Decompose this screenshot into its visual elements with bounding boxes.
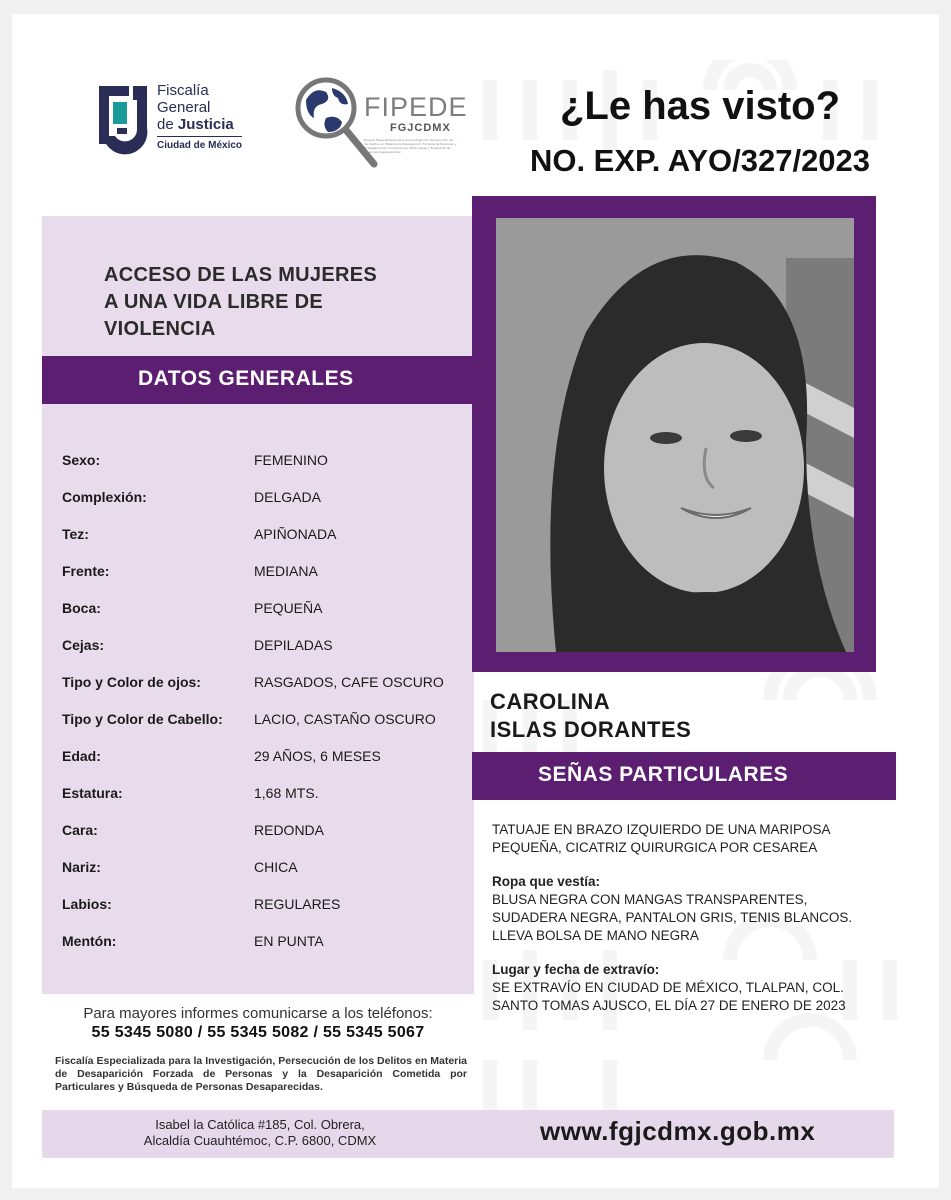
field-row: [62, 748, 462, 778]
field-label: Boca:: [62, 600, 101, 616]
contact-block: [42, 1005, 474, 1042]
field-value: EN PUNTA: [254, 933, 324, 949]
datos-generales-title: DATOS GENERALES: [138, 367, 354, 390]
field-row: [62, 822, 462, 852]
campaign-text: [104, 262, 464, 343]
senas-block: [492, 821, 882, 1015]
field-value: FEMENINO: [254, 452, 328, 468]
field-row: [62, 859, 462, 889]
address-line1: Isabel la Católica #185, Col. Obrera,: [155, 1117, 365, 1132]
fgj-logo-justicia: Justicia: [177, 116, 234, 133]
person-last-names: ISLAS DORANTES: [490, 717, 692, 742]
field-value: DEPILADAS: [254, 637, 333, 653]
fgj-emblem-icon: [95, 82, 151, 158]
fgj-logo-cdmx: Ciudad de México: [157, 136, 242, 153]
field-value: MEDIANA: [254, 563, 318, 579]
fipede-name: FIPEDE: [364, 92, 468, 122]
field-value: RASGADOS, CAFE OSCURO: [254, 674, 444, 690]
website-link[interactable]: www.fgjcdmx.gob.mx: [540, 1116, 816, 1146]
fipede-sub: FGJCDMX: [390, 122, 451, 134]
field-row: [62, 526, 462, 556]
field-row: [62, 489, 462, 519]
field-row: [62, 711, 462, 741]
field-row: [62, 563, 462, 593]
expediente-number: NO. EXP. AYO/327/2023: [529, 143, 871, 178]
fgj-logo-line1: Fiscalía: [157, 82, 209, 99]
field-label: Frente:: [62, 563, 110, 579]
field-label: Tipo y Color de ojos:: [62, 674, 201, 690]
field-label: Edad:: [62, 748, 101, 764]
field-row: [62, 600, 462, 630]
field-row: [62, 674, 462, 704]
senas-particulares-title: SEÑAS PARTICULARES: [538, 763, 789, 786]
ropa-text: BLUSA NEGRA CON MANGAS TRANSPARENTES, SUDADERA NEGRA, PANTALON GRIS, TENIS BLANCOS. LLEVA BOLSA DE MANO NEGRA: [492, 892, 853, 943]
field-label: Tez:: [62, 526, 89, 542]
field-row: [62, 933, 462, 963]
address-line2: Alcaldía Cuauhtémoc, C.P. 6800, CDMX: [143, 1133, 377, 1148]
senas-particulares-bar: [472, 752, 896, 800]
campaign-line2: A UNA VIDA LIBRE DE: [104, 291, 324, 313]
poster-heading: [480, 84, 920, 179]
fiscalia-note: Fiscalía Especializada para la Investigación, Persecución de los Delitos en Materia de Desaparición Forzada de Personas y la Desaparición Cometida por Particulares y Búsqueda de Personas Desaparecidas.: [55, 1055, 467, 1093]
fipede-logo: [282, 66, 472, 166]
field-value: CHICA: [254, 859, 298, 875]
fgj-logo: [95, 80, 265, 175]
missing-person-photo: [496, 218, 854, 652]
field-value: LACIO, CASTAÑO OSCURO: [254, 711, 436, 727]
fgj-logo-text: [157, 82, 242, 153]
lugar-text: SE EXTRAVÍO EN CIUDAD DE MÉXICO, TLALPAN, COL. SANTO TOMAS AJUSCO, EL DÍA 27 DE ENERO DE 2023: [492, 980, 846, 1013]
field-row: [62, 896, 462, 926]
lugar-label: Lugar y fecha de extravío:: [492, 962, 660, 977]
address: [110, 1117, 410, 1149]
fipede-fine-print: Fiscalía Especializada para la Investigación, Persecución de los Delitos en Materia de Desaparición Forzada de Personas y la Desaparición Cometida por Particulares y Búsqueda de Personas Desaparecidas: [364, 138, 457, 154]
fgj-logo-line2: General: [157, 99, 211, 116]
field-value: 29 AÑOS, 6 MESES: [254, 748, 381, 764]
person-name: [490, 688, 691, 744]
magnifier-globe-icon: [292, 74, 382, 174]
question-title: ¿Le has visto?: [559, 84, 841, 128]
field-label: Mentón:: [62, 933, 117, 949]
campaign-line3: VIOLENCIA: [104, 318, 216, 340]
fgj-logo-de: de: [157, 116, 174, 133]
field-label: Tipo y Color de Cabello:: [62, 711, 223, 727]
datos-generales-bar: [42, 356, 474, 404]
field-label: Cejas:: [62, 637, 105, 653]
field-row: [62, 452, 462, 482]
field-label: Complexión:: [62, 489, 147, 505]
field-row: [62, 637, 462, 667]
field-label: Labios:: [62, 896, 112, 912]
field-value: 1,68 MTS.: [254, 785, 319, 801]
field-label: Nariz:: [62, 859, 101, 875]
field-value: REDONDA: [254, 822, 325, 838]
field-value: APIÑONADA: [254, 526, 337, 542]
contact-phones: 55 5345 5080 / 55 5345 5082 / 55 5345 5067: [91, 1024, 425, 1041]
field-value: PEQUEÑA: [254, 600, 323, 616]
contact-intro: Para mayores informes comunicarse a los teléfonos:: [83, 1005, 433, 1022]
field-label: Sexo:: [62, 452, 101, 468]
field-row: [62, 785, 462, 815]
field-value: REGULARES: [254, 896, 341, 912]
fgj-logo-line3: [157, 116, 242, 133]
ropa-label: Ropa que vestía:: [492, 874, 601, 889]
senas-description: TATUAJE EN BRAZO IZQUIERDO DE UNA MARIPOSA PEQUEÑA, CICATRIZ QUIRURGICA POR CESAREA: [492, 822, 831, 855]
person-first-name: CAROLINA: [490, 689, 611, 714]
field-label: Estatura:: [62, 785, 123, 801]
field-value: DELGADA: [254, 489, 321, 505]
campaign-line1: ACCESO DE LAS MUJERES: [104, 264, 378, 286]
portrait-image: [496, 218, 854, 652]
field-label: Cara:: [62, 822, 98, 838]
